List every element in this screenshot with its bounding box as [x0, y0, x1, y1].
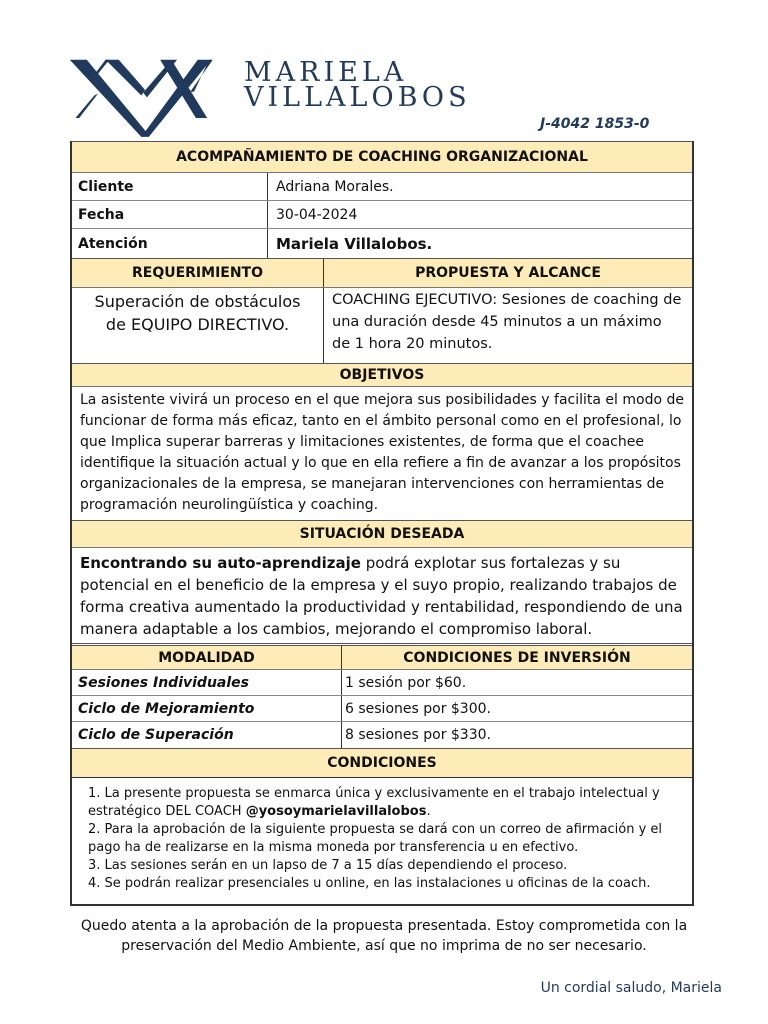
- req-prop-header: [72, 258, 692, 288]
- brand-line1: MARIELA: [244, 57, 408, 88]
- title-header: [72, 141, 692, 173]
- condiciones-header-label: CONDICIONES: [327, 755, 437, 771]
- fecha-row: [72, 201, 692, 229]
- document-id: J-4042 1853-0: [540, 116, 650, 132]
- condicion-item-3: 3. Las sesiones serán en un lapso de 7 a 15 días dependiendo el proceso.: [88, 858, 568, 873]
- table-row: [72, 722, 692, 748]
- table-row: [72, 670, 692, 696]
- condicion-cell: 1 sesión por $60.: [345, 674, 467, 691]
- propuesta-header: PROPUESTA Y ALCANCE: [415, 265, 601, 281]
- inversion-header: [72, 645, 692, 670]
- condicion-item-1: 1. La presente propuesta se enmarca única y exclusivamente en el trabajo intelectual y estratégico DEL COACH @yosoymarielavillalobos.: [88, 786, 660, 819]
- coach-handle: @yosoymarielavillalobos: [245, 804, 427, 819]
- modalidad-cell: Ciclo de Superación: [72, 722, 342, 748]
- condiciones-inversion-header: CONDICIONES DE INVERSIÓN: [403, 649, 631, 666]
- situacion-body: [72, 549, 692, 644]
- brand-line2: VILLALOBOS: [244, 82, 471, 113]
- propuesta-text: COACHING EJECUTIVO: Sesiones de coaching de una duración desde 45 minutos a un máximo de 1 hora 20 minutos.: [332, 292, 682, 352]
- condicion-cell: 6 sesiones por $300.: [345, 700, 491, 717]
- table-row: [72, 696, 692, 722]
- cliente-value: Adriana Morales.: [276, 178, 394, 195]
- situacion-text: podrá explotar sus fortalezas y su potencial en el beneficio de la empresa y el suyo propio, realizando trabajos de forma creativa aumentado la productividad y rentabilidad, respondiendo de una manera adaptable a los cambios, mejorando el compromiso laboral.: [80, 554, 683, 638]
- situacion-bold-lead: Encontrando su auto-aprendizaje: [80, 554, 361, 572]
- objetivos-header-label: OBJETIVOS: [339, 367, 425, 383]
- requerimiento-header: REQUERIMIENTO: [72, 259, 324, 287]
- modalidad-header: MODALIDAD: [72, 646, 342, 669]
- situacion-header: [72, 520, 692, 548]
- atencion-label: Atención: [72, 229, 268, 258]
- condicion-cell: 8 sesiones por $330.: [345, 727, 491, 743]
- proposal-sheet: [70, 141, 694, 906]
- condicion-item-4: 4. Se podrán realizar presenciales u online, en las instalaciones u oficinas de la coach.: [88, 876, 651, 891]
- mv-monogram-icon: [66, 50, 226, 140]
- fecha-label: Fecha: [72, 201, 268, 228]
- condiciones-list: [72, 779, 692, 899]
- footer-note: Quedo atenta a la aprobación de la propuesta presentada. Estoy comprometida con la preservación del Medio Ambiente, así que no imprima de no ser necesario.: [80, 918, 688, 954]
- cliente-label: Cliente: [72, 173, 268, 200]
- modalidad-cell: Sesiones Individuales: [72, 670, 342, 695]
- brand-name: [244, 57, 471, 113]
- objetivos-header: [72, 363, 692, 387]
- req-prop-body: [72, 288, 692, 363]
- modalidad-cell: Ciclo de Mejoramiento: [72, 696, 342, 721]
- cliente-row: [72, 173, 692, 201]
- signature: Un cordial saludo, Mariela: [540, 980, 722, 996]
- objetivos-text: La asistente vivirá un proceso en el que mejora sus posibilidades y facilita el modo de funcionar de forma más eficaz, tanto en el ámbito personal como en el profesional, lo que Implica superar barreras y limitaciones existentes, de forma que el coachee identifique la situación actual y lo que en ella refiere a fin de avanzar a los propósitos organizacionales de la empresa, se manejaran intervenciones con herramientas de programación neurolingüística y coaching.: [80, 392, 684, 513]
- condicion-item-2: 2. Para la aprobación de la siguiente propuesta se dará con un correo de afirmación y el pago ha de realizarse en la misma moneda por transferencia u en efectivo.: [88, 822, 663, 855]
- situacion-header-label: SITUACIÓN DESEADA: [299, 526, 465, 542]
- atencion-row: [72, 229, 692, 258]
- page-title: ACOMPAÑAMIENTO DE COACHING ORGANIZACIONAL: [176, 149, 588, 165]
- condiciones-header: [72, 748, 692, 778]
- requerimiento-text: Superación de obstáculos de EQUIPO DIRECTIVO.: [72, 288, 324, 363]
- fecha-value: 30-04-2024: [276, 206, 358, 223]
- atencion-value: Mariela Villalobos.: [276, 234, 433, 253]
